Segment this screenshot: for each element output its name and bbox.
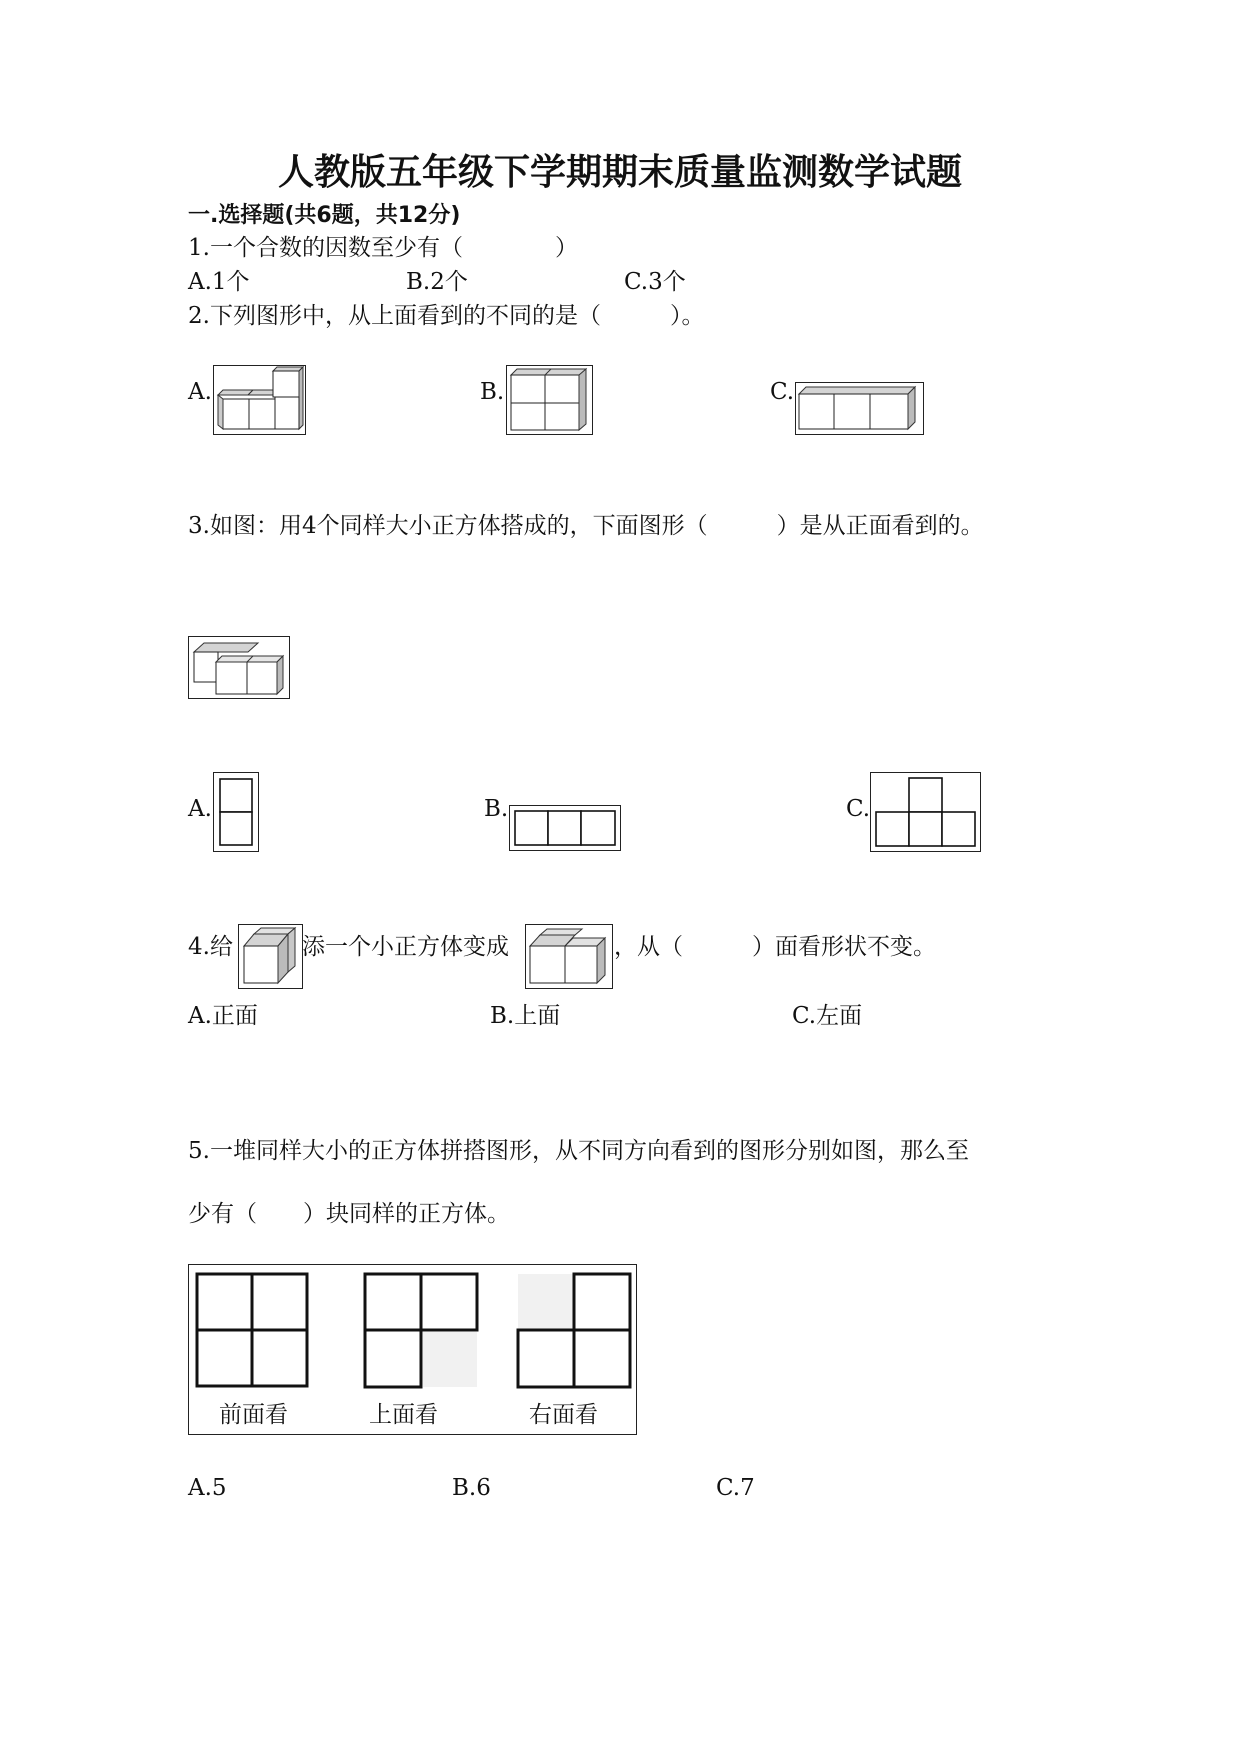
question-3-option-a[interactable]: A. <box>188 796 212 822</box>
question-3-main-figure <box>188 636 290 699</box>
question-2-option-c[interactable]: C. <box>770 379 795 405</box>
question-3-option-b[interactable]: B. <box>484 796 509 822</box>
question-4-suffix: ，从（ ）面看形状不变。 <box>614 934 936 960</box>
top-view-grid <box>365 1274 477 1387</box>
question-1-stem: 1.一个合数的因数至少有（ ） <box>188 235 578 261</box>
question-4-middle: 添一个小正方体变成 <box>302 934 509 960</box>
question-4-option-c[interactable]: C.左面 <box>792 1003 863 1029</box>
question-2-option-b[interactable]: B. <box>480 379 505 405</box>
question-5-stem-line-2: 少有（ ）块同样的正方体。 <box>188 1201 510 1227</box>
question-5-option-b[interactable]: B.6 <box>452 1475 491 1501</box>
page-title: 人教版五年级下学期期末质量监测数学试题 <box>277 152 962 193</box>
question-2-figure-c <box>795 382 924 435</box>
question-3-option-c[interactable]: C. <box>846 796 871 822</box>
question-4-figure-before <box>238 924 303 989</box>
front-view-caption: 前面看 <box>219 1402 288 1428</box>
question-2-option-a[interactable]: A. <box>188 379 212 405</box>
front-view-grid <box>197 1274 307 1386</box>
question-1-option-c[interactable]: C.3个 <box>624 269 686 295</box>
top-view-caption: 上面看 <box>369 1402 438 1428</box>
question-1-option-a[interactable]: A.1个 <box>188 269 250 295</box>
question-5-views-figure <box>188 1264 637 1435</box>
question-5-stem-line-1: 5.一堆同样大小的正方体拼搭图形，从不同方向看到的图形分别如图，那么至 <box>188 1138 969 1164</box>
question-5-option-a[interactable]: A.5 <box>188 1475 227 1501</box>
question-3-figure-b <box>509 805 621 851</box>
question-4-option-b[interactable]: B.上面 <box>490 1003 561 1029</box>
section-heading: 一.选择题(共6题，共12分) <box>188 203 461 228</box>
question-4-figure-after <box>525 924 613 989</box>
question-3-stem: 3.如图：用4个同样大小正方体搭成的，下面图形（ ）是从正面看到的。 <box>188 513 984 539</box>
right-view-grid <box>518 1274 630 1387</box>
question-3-figure-a <box>213 772 259 852</box>
right-view-caption: 右面看 <box>529 1402 598 1428</box>
question-2-stem: 2.下列图形中，从上面看到的不同的是（ ）。 <box>188 303 705 329</box>
question-2-figure-b <box>506 365 593 435</box>
question-1-option-b[interactable]: B.2个 <box>406 269 468 295</box>
question-4-prefix: 4.给 <box>188 934 233 960</box>
question-5-option-c[interactable]: C.7 <box>716 1475 755 1501</box>
question-2-figure-a <box>213 365 306 435</box>
question-4-option-a[interactable]: A.正面 <box>188 1003 258 1029</box>
question-3-figure-c <box>870 772 981 852</box>
